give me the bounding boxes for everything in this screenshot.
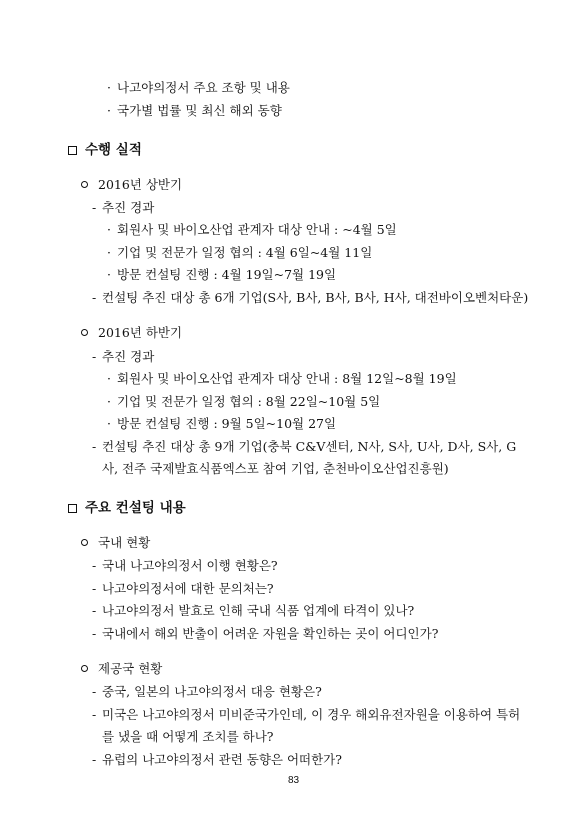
- dash-item: - 나고야의정서에 대한 문의처는?: [92, 581, 274, 596]
- dash-item-progress-1: - 추진 경과: [92, 200, 155, 215]
- section-heading-results: 수행 실적: [68, 140, 142, 160]
- square-bullet-icon: [68, 146, 77, 155]
- circle-bullet-icon: [81, 181, 88, 188]
- dash-item: - 국내 나고야의정서 이행 현황은?: [92, 558, 278, 573]
- dot-item: · 회원사 및 바이오산업 관계자 대상 안내 : 8월 12일~8월 19일: [107, 371, 457, 386]
- dash-item: - 중국, 일본의 나고야의정서 대응 현황은?: [92, 684, 322, 699]
- page-number: 83: [287, 775, 300, 786]
- dash-item-summary-2: - 컨설팅 추진 대상 총 9개 기업(충북 C&V센터, N사, S사, U사, D사, S사, G: [92, 439, 517, 454]
- dot-item: · 방문 컨설팅 진행 : 4월 19일~7월 19일: [107, 267, 337, 282]
- dash-item: - 유럽의 나고야의정서 관련 동향은 어떠한가?: [92, 752, 342, 767]
- subheading-2016-first-half: 2016년 상반기: [81, 176, 182, 194]
- dash-item: - 국내에서 해외 반출이 어려운 자원을 확인하는 곳이 어디인가?: [92, 626, 439, 641]
- square-bullet-icon: [68, 504, 77, 513]
- dot-item: · 기업 및 전문가 일정 협의 : 8월 22일~10월 5일: [107, 394, 381, 409]
- subheading-provider-countries: 제공국 현황: [81, 660, 162, 678]
- dash-item-summary-2-continued: 사, 전주 국제발효식품엑스포 참여 기업, 춘천바이오산업진흥원): [102, 461, 449, 476]
- dot-item: · 기업 및 전문가 일정 협의 : 4월 6일~4월 11일: [107, 245, 373, 260]
- dash-item-summary-1: - 컨설팅 추진 대상 총 6개 기업(S사, B사, B사, B사, H사, 대전바이오벤처타운): [92, 290, 529, 305]
- circle-bullet-icon: [81, 665, 88, 672]
- top-bullet-1: · 나고야의정서 주요 조항 및 내용: [107, 80, 290, 95]
- top-bullet-2: · 국가별 법률 및 최신 해외 동향: [107, 103, 282, 118]
- section-heading-consulting: 주요 컨설팅 내용: [68, 498, 186, 518]
- dash-item: - 나고야의정서 발효로 인해 국내 식품 업계에 타격이 있나?: [92, 603, 415, 618]
- dash-item: - 미국은 나고야의정서 미비준국가인데, 이 경우 해외유전자원을 이용하여 특허: [92, 707, 521, 722]
- dash-item-progress-2: - 추진 경과: [92, 349, 155, 364]
- circle-bullet-icon: [81, 539, 88, 546]
- subheading-domestic: 국내 현황: [81, 534, 150, 552]
- dot-item: · 회원사 및 바이오산업 관계자 대상 안내 : ~4월 5일: [107, 222, 397, 237]
- subheading-2016-second-half: 2016년 하반기: [81, 324, 182, 342]
- dash-item-continued: 를 냈을 때 어떻게 조치를 하나?: [102, 729, 274, 744]
- circle-bullet-icon: [81, 329, 88, 336]
- dot-item: · 방문 컨설팅 진행 : 9월 5일~10월 27일: [107, 416, 337, 431]
